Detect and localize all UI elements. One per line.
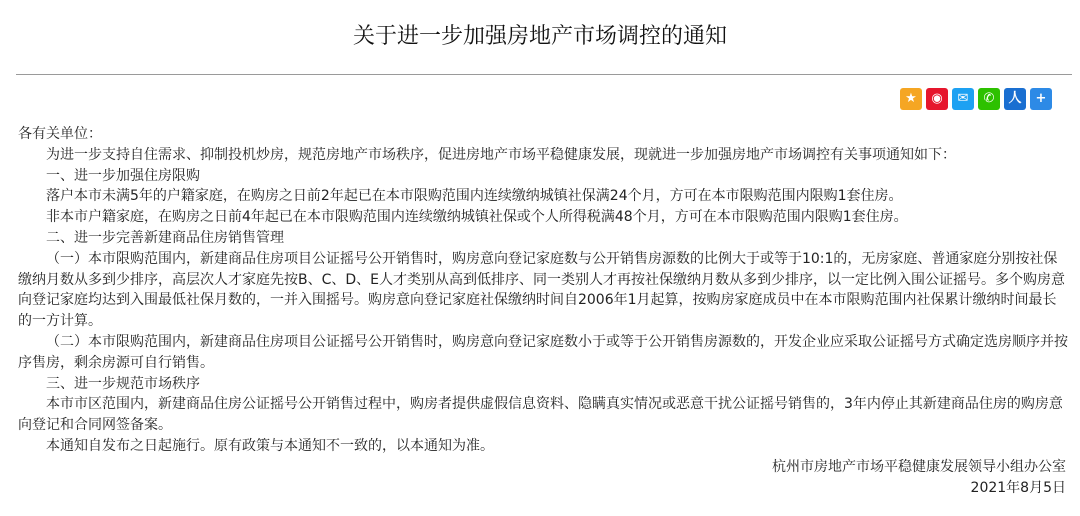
section1-paragraph1: 落户本市未满5年的户籍家庭，在购房之日前2年起已在本市限购范围内连续缴纳城镇社保满24个月，方可在本市限购范围内限购1套住房。 [46,188,903,205]
weibo-icon[interactable]: ◉ [926,88,948,110]
page-title: 关于进一步加强房地产市场调控的通知 [352,24,727,49]
section3-paragraph1: 本市市区范围内，新建商品住房公证摇号公开销售过程中，购房者提供虚假信息资料、隐瞒真实情况或恶意干扰公证摇号销售的，3年内停止其新建商品住房的购房意向登记和合同网签备案。 [18,396,1063,434]
tencent-weibo-icon[interactable]: ✉ [952,88,974,110]
salutation: 各有关单位： [18,126,102,142]
title-divider [16,74,1072,75]
qzone-icon[interactable]: ★ [900,88,922,110]
section2-heading: 二、进一步完善新建商品住房销售管理 [46,229,284,246]
renren-icon[interactable]: 人 [1004,88,1026,110]
issuer: 杭州市房地产市场平稳健康发展领导小组办公室 [772,458,1066,475]
issue-date: 2021年8月5日 [970,479,1066,496]
effective-statement: 本通知自发布之日起施行。原有政策与本通知不一致的，以本通知为准。 [46,437,494,454]
section2-paragraph1: （一）本市限购范围内，新建商品住房项目公证摇号公开销售时，购房意向登记家庭数与公开销售房源数的比例大于或等于10:1的，无房家庭、普通家庭分别按社保缴纳月数从多到少排序，高层次人才家庭先按B、C、D、E人才类别从高到低排序、同一类别人才再按社保缴纳月数从多到少排序，以一定比例入围公证摇号。多个购房意向登记家庭均达到入围最低社保月数的，一并入围摇号。购房意向登记家庭社保缴纳时间自2006年1月起算，按购房家庭成员中在本市限购范围内社保累计缴纳时间最长的一方计算。 [18,250,1066,330]
more-share-icon[interactable]: + [1030,88,1052,110]
section3-heading: 三、进一步规范市场秩序 [46,375,200,392]
section2-paragraph2: （二）本市限购范围内，新建商品住房项目公证摇号公开销售时，购房意向登记家庭数小于或等于公开销售房源数的，开发企业应采取公证摇号方式确定选房顺序并按序售房，剩余房源可自行销售。 [18,333,1068,371]
notice-body [18,124,1068,498]
section1-heading: 一、进一步加强住房限购 [46,167,200,184]
share-toolbar [900,88,1052,110]
intro-paragraph: 为进一步支持自住需求、抑制投机炒房，规范房地产市场秩序，促进房地产市场平稳健康发展，现就进一步加强房地产市场调控有关事项通知如下： [46,146,956,163]
wechat-icon[interactable]: ✆ [978,88,1000,110]
section1-paragraph2: 非本市户籍家庭，在购房之日前4年起已在本市限购范围内连续缴纳城镇社保或个人所得税满48个月，方可在本市限购范围内限购1套住房。 [46,209,908,226]
